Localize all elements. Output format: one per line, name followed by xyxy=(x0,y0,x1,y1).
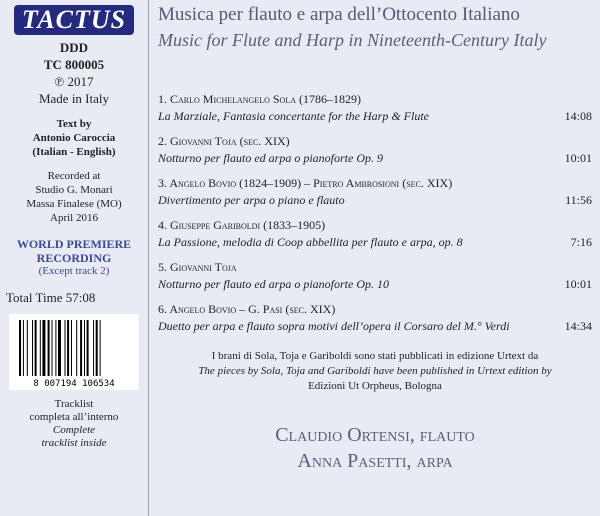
catalog-number: TC 800005 xyxy=(43,57,105,72)
track-item xyxy=(158,175,592,209)
performers xyxy=(158,422,592,474)
track-composer: 4. Giuseppe Gariboldi (1833–1905) xyxy=(158,218,326,232)
track-item xyxy=(158,217,592,251)
track-work: La Marziale, Fantasia concertante for the Harp & Flute xyxy=(158,109,429,123)
track-duration: 10:01 xyxy=(564,277,592,291)
track-duration: 14:34 xyxy=(564,319,592,333)
tracklist-line2: completa all’interno xyxy=(29,411,119,423)
album-title: Musica per flauto e arpa dell’Ottocento Italiano xyxy=(158,4,520,25)
track-item xyxy=(158,133,592,167)
track-item xyxy=(158,301,592,335)
track-composer: 2. Giovanni Toja (sec. XIX) xyxy=(158,134,290,148)
location: Massa Finalese (MO) xyxy=(26,198,122,210)
track-duration: 10:01 xyxy=(564,151,592,165)
track-item xyxy=(158,259,592,293)
tracklist-line4: tracklist inside xyxy=(41,437,107,449)
album-subtitle: Music for Flute and Harp in Nineteenth-Century Italy xyxy=(158,30,547,50)
tracklist-line3: Complete xyxy=(52,424,96,436)
note-italian: I brani di Sola, Toja e Gariboldi sono stati pubblicati in edizione Urtext da xyxy=(211,350,539,362)
text-by-label: Text by xyxy=(56,118,92,130)
total-time: Total Time 57:08 xyxy=(6,290,96,305)
track-work: Notturno per flauto ed arpa o pianoforte Op. 9 xyxy=(158,151,383,165)
barcode-bars-icon xyxy=(19,320,129,376)
tracklist-note xyxy=(0,398,148,450)
note-english: The pieces by Sola, Toja and Gariboldi have been published in Urtext edition by xyxy=(198,365,552,377)
tracklist xyxy=(158,91,592,335)
track-duration: 11:56 xyxy=(565,193,592,207)
track-composer: 1. Carlo Michelangelo Sola (1786–1829) xyxy=(158,92,361,106)
recording-label: RECORDING xyxy=(36,251,112,265)
track-work: Notturno per flauto ed arpa o pianoforte Op. 10 xyxy=(158,277,389,291)
performer-harp: Anna Pasetti, arpa xyxy=(297,450,453,472)
track-composer: 5. Giovanni Toja xyxy=(158,260,237,274)
barcode-number: 8 007194 106534 xyxy=(33,379,115,389)
track-work: Duetto per arpa e flauto sopra motivi dell’opera il Corsaro del M.° Verdi xyxy=(158,319,510,333)
track-composer: 3. Angelo Bovio (1824–1909) – Pietro Ambrosioni (sec. XIX) xyxy=(158,176,453,190)
world-premiere: WORLD PREMIERE xyxy=(16,237,132,251)
recorded-at: Recorded at xyxy=(47,170,101,182)
copyright-year: ℗ 2017 xyxy=(54,74,94,89)
track-work: La Passione, melodia di Coop abbellita per flauto e arpa, op. 8 xyxy=(158,235,463,249)
tactus-logo: TACTUS xyxy=(14,5,134,35)
performer-flute: Claudio Ortensi, flauto xyxy=(275,424,475,446)
studio: Studio G. Monari xyxy=(35,184,113,196)
track-composer: 6. Angelo Bovio – G. Pasi (sec. XIX) xyxy=(158,302,336,316)
note-publisher: Edizioni Ut Orpheus, Bologna xyxy=(308,380,442,392)
tracklist-line1: Tracklist xyxy=(54,398,94,410)
track-duration: 7:16 xyxy=(570,235,592,249)
sidebar xyxy=(0,0,149,516)
made-in: Made in Italy xyxy=(38,91,110,106)
main-panel xyxy=(158,0,592,474)
edition-note xyxy=(158,349,592,394)
record-date: April 2016 xyxy=(50,212,98,224)
track-item xyxy=(158,91,592,125)
except-track: (Except track 2) xyxy=(38,265,110,277)
track-duration: 14:08 xyxy=(564,109,592,123)
author-name: Antonio Caroccia xyxy=(32,132,116,144)
languages: (Italian - English) xyxy=(32,146,116,158)
track-work: Divertimento per arpa o piano e flauto xyxy=(158,193,345,207)
barcode xyxy=(9,314,139,390)
ddd-label: DDD xyxy=(59,40,89,55)
